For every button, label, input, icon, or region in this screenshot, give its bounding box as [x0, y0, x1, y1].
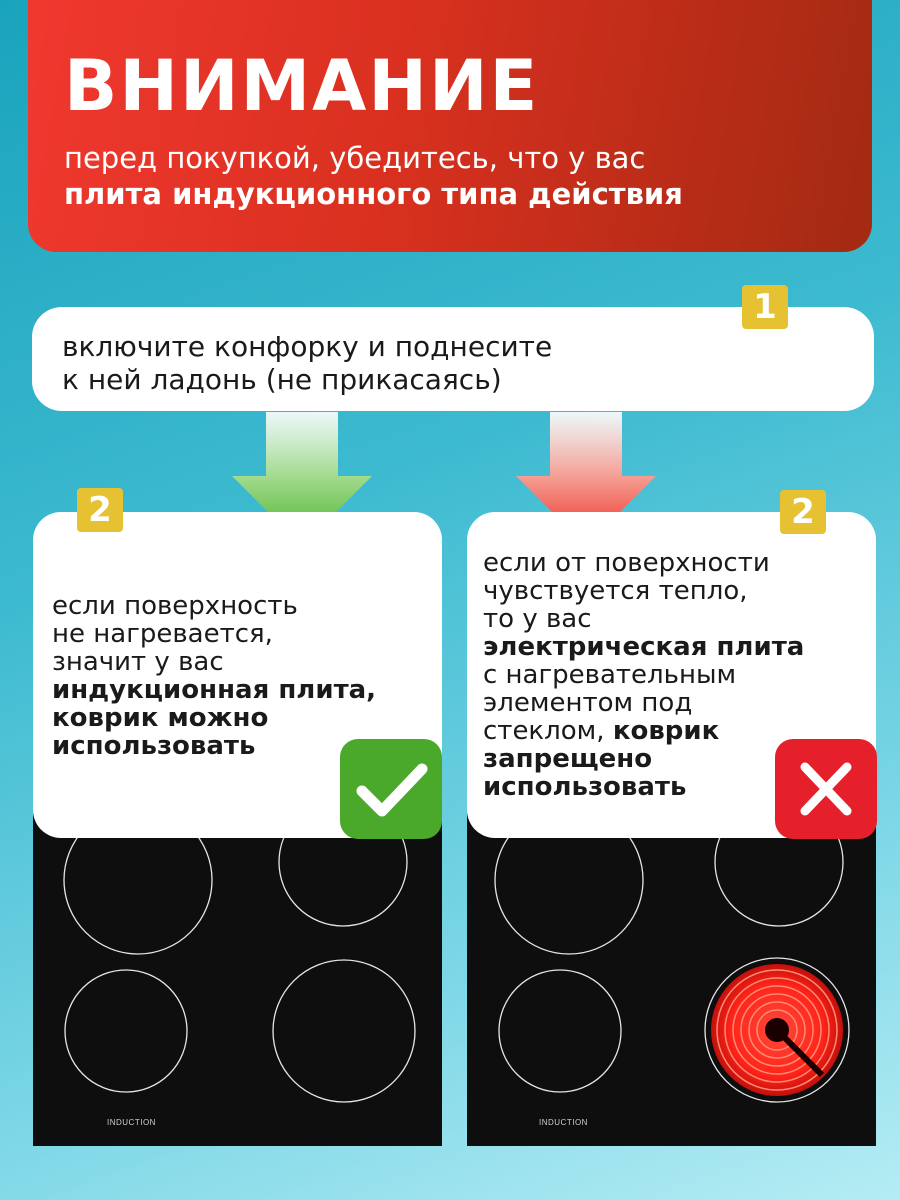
left-step2-badge: 2	[77, 488, 123, 532]
no-status	[775, 739, 877, 839]
right-step2-badge: 2	[780, 490, 826, 534]
left-line3: значит у вас	[52, 647, 224, 677]
banner-subtitle-line1: перед покупкой, убедитесь, что у вас	[64, 141, 646, 175]
left-line1: если поверхность	[52, 591, 298, 621]
induction-card-text	[52, 592, 376, 760]
left-bold3: использовать	[52, 731, 256, 761]
right-bold2: запрещено	[483, 744, 653, 774]
ok-status	[340, 739, 442, 839]
right-line1: если от поверхности	[483, 548, 770, 578]
electric-cooktop-image	[467, 810, 876, 1146]
cross-icon	[775, 739, 877, 839]
induction-cooktop-image	[33, 810, 442, 1146]
right-line4: с нагревательным	[483, 660, 737, 690]
right-bold1: электрическая плита	[483, 632, 805, 662]
step1-line1: включите конфорку и поднесите	[62, 330, 553, 363]
banner-subtitle	[64, 140, 683, 212]
right-line3: то у вас	[483, 604, 592, 634]
cooktop-label: INDUCTION	[539, 1118, 588, 1127]
step1-line2: к ней ладонь (не прикасаясь)	[62, 363, 502, 396]
step1-text	[62, 330, 552, 396]
right-line5: элементом под	[483, 688, 693, 718]
left-bold2: коврик можно	[52, 703, 269, 733]
right-line6-bold: коврик	[612, 716, 720, 746]
step1-badge: 1	[742, 285, 788, 329]
electric-card-text	[483, 549, 804, 801]
banner-subtitle-line2: плита индукционного типа действия	[64, 177, 683, 211]
right-line6	[483, 717, 804, 745]
left-bold1: индукционная плита,	[52, 675, 377, 705]
right-line6-plain: стеклом,	[483, 716, 613, 746]
left-line2: не нагревается,	[52, 619, 273, 649]
banner-title: ВНИМАНИЕ	[64, 45, 540, 127]
hot-burner-coil	[711, 964, 843, 1096]
right-line2: чувствуется тепло,	[483, 576, 748, 606]
right-bold3: использовать	[483, 772, 687, 802]
check-icon	[340, 739, 442, 839]
cooktop-label: INDUCTION	[107, 1118, 156, 1127]
